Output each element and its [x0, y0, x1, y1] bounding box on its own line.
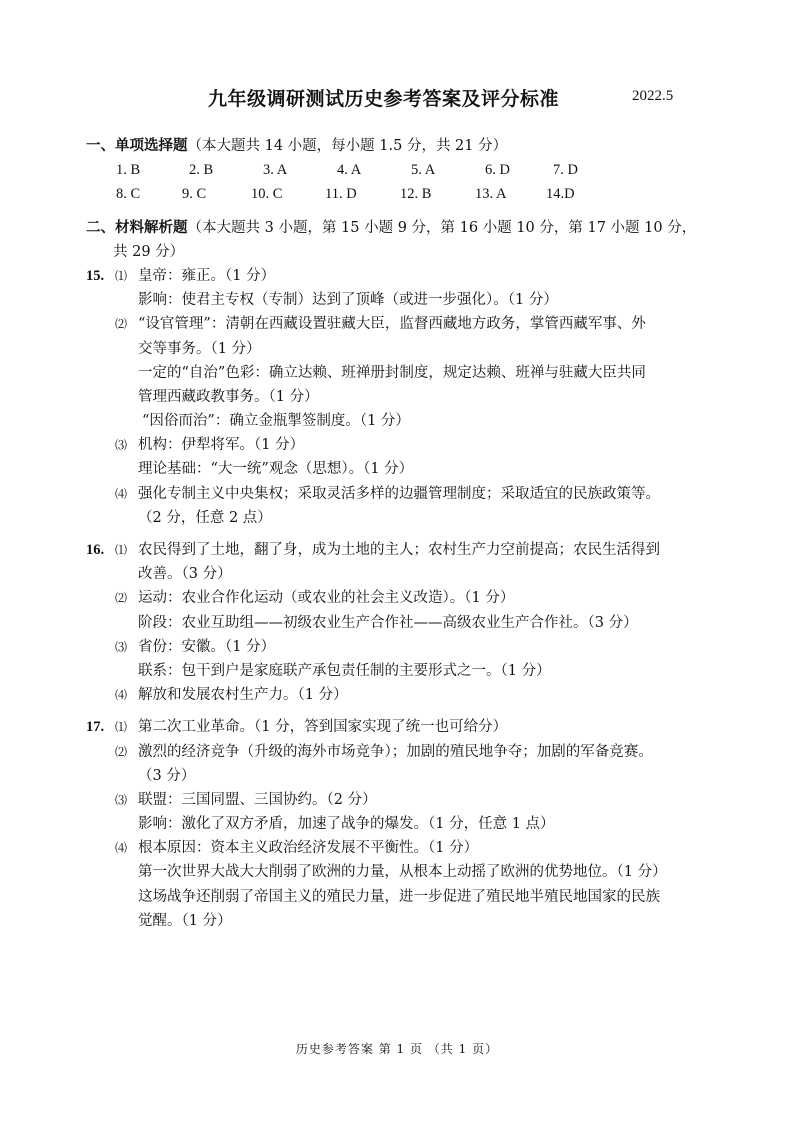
answer-14: 14.D: [546, 186, 575, 203]
q15-part2-marker: ⑵: [115, 317, 128, 332]
q15-part4-marker: ⑷: [115, 486, 128, 501]
page-date: 2022.5: [632, 88, 674, 104]
answer-5: 5. A: [411, 162, 436, 179]
q15-part2-line4: 管理西藏政教事务。（1 分）: [138, 388, 319, 405]
q16-part1-line2: 改善。（3 分）: [138, 566, 232, 583]
page-footer: 历史参考答案 第 1 页 （共 1 页）: [295, 1042, 499, 1056]
q15-number: 15.: [86, 267, 105, 284]
answer-11: 11. D: [325, 186, 357, 203]
answer-9: 9. C: [182, 186, 207, 203]
answers-row-1: [86, 158, 726, 182]
q17-part1-line1: 17. ⑴ 第二次工业革命。（1 分，答到国家实现了统一也可给分）: [86, 715, 726, 739]
section-1-heading: [86, 134, 726, 158]
q17-part2-marker: ⑵: [115, 744, 128, 759]
q17-part4-line2: 第一次世界大战大大削弱了欧洲的力量，从根本上动摇了欧洲的优势地位。（1 分）: [138, 864, 667, 881]
q16-part1-marker: ⑴: [115, 543, 128, 557]
section-2-note: （本大题共 3 小题，第 15 小题 9 分，第 16 小题 10 分，第 17 小题 10 分，: [187, 219, 697, 236]
q15-part3-line2: 理论基础：“大一统”观念（思想）。（1 分）: [138, 461, 414, 478]
q16-part2-marker: ⑵: [115, 591, 128, 606]
answer-12: 12. B: [400, 186, 432, 203]
section-1-title: 一、单项选择题: [86, 137, 188, 154]
q15-part1-line1: 15. ⑴ 皇帝：雍正。（1 分）: [86, 264, 726, 288]
q15-part4-line1: ⑷ 强化专制主义中央集权；采取灵活多样的边疆管理制度；采取适宜的民族政策等。: [86, 482, 726, 506]
q17-part4-line1: ⑷ 根本原因：资本主义政治经济发展不平衡性。（1 分）: [86, 836, 726, 860]
answer-13: 13. A: [475, 186, 507, 203]
q16-part2-line1: ⑵ 运动：农业合作化运动（或农业的社会主义改造）。（1 分）: [86, 586, 726, 610]
q17-part1-marker: ⑴: [115, 720, 128, 735]
q15-part3-marker: ⑶: [115, 438, 128, 453]
q16-part3-marker: ⑶: [115, 639, 128, 654]
section-2-title: 二、材料解析题: [86, 218, 188, 236]
q17-part3-line1: ⑶ 联盟：三国同盟、三国协约。（2 分）: [86, 788, 726, 812]
q17-number: 17.: [86, 719, 105, 736]
section-1-note: （本大题共 14 小题，每小题 1.5 分，共 21 分）: [187, 138, 508, 154]
answer-6: 6. D: [485, 162, 510, 179]
q16-number: 16.: [86, 542, 105, 558]
q15-part2-line1: ⑵ “设官管理”：清朝在西藏设置驻藏大臣，监督西藏地方政务，掌管西藏军事、外: [86, 312, 726, 336]
q15-part3-line1: ⑶ 机构：伊犁将军。（1 分）: [86, 433, 726, 457]
q15-part2-line5: “因俗而治”：确立金瓶掣签制度。（1 分）: [142, 413, 410, 430]
q15-part1-marker: ⑴: [115, 268, 128, 283]
answer-3: 3. A: [263, 162, 288, 179]
answer-7: 7. D: [553, 162, 578, 179]
q17-part4-line4: 觉醒。（1 分）: [138, 912, 232, 929]
q15-part1-line2: 影响：使君主专权（专制）达到了顶峰（或进一步强化）。（1 分）: [138, 292, 558, 309]
q17-part2-line2: （3 分）: [138, 767, 196, 784]
q15-part2-line2: 交等事务。（1 分）: [138, 340, 261, 357]
q15-part4-line2: （2 分，任意 2 点）: [138, 509, 272, 526]
q15-part2-line3: 一定的“自治”色彩：确立达赖、班禅册封制度，规定达赖、班禅与驻藏大臣共同: [138, 364, 646, 381]
q17-part3-line2: 影响：激化了双方矛盾，加速了战争的爆发。（1 分，任意 1 点）: [138, 816, 555, 833]
answers-row-2: [86, 182, 726, 206]
q16-part4-marker: ⑷: [115, 688, 128, 703]
page-title: 九年级调研测试历史参考答案及评分标准: [208, 88, 560, 110]
section-2-heading: [86, 216, 726, 240]
q16-part1-line1: 16. ⑴ 农民得到了土地，翻了身，成为土地的主人；农村生产力空前提高；农民生活得到: [86, 538, 726, 562]
q17-part3-marker: ⑶: [115, 792, 128, 807]
section-2-note-cont: 共 29 分）: [113, 243, 185, 260]
q17-part4-marker: ⑷: [115, 841, 128, 856]
answer-1: 1. B: [116, 162, 141, 179]
q16-part2-line2: 阶段：农业互助组——初级农业生产合作社——高级农业生产合作社。（3 分）: [138, 614, 638, 631]
q17-part4-line3: 这场战争还削弱了帝国主义的殖民力量，进一步促进了殖民地半殖民地国家的民族: [138, 888, 660, 905]
answer-4: 4. A: [337, 162, 362, 179]
answer-10: 10. C: [251, 186, 283, 203]
q16-part3-line2: 联系：包干到户是家庭联产承包责任制的主要形式之一。（1 分）: [138, 662, 551, 679]
q17-part2-line1: ⑵ 激烈的经济竞争（升级的海外市场竞争）；加剧的殖民地争夺；加剧的军备竞赛。: [86, 740, 726, 764]
answer-2: 2. B: [189, 162, 214, 179]
document-body: [86, 134, 726, 933]
header: [0, 84, 794, 110]
answer-8: 8. C: [116, 186, 141, 203]
q16-part4-line1: ⑷ 解放和发展农村生产力。（1 分）: [86, 683, 726, 707]
q16-part3-line1: ⑶ 省份：安徽。（1 分）: [86, 635, 726, 659]
